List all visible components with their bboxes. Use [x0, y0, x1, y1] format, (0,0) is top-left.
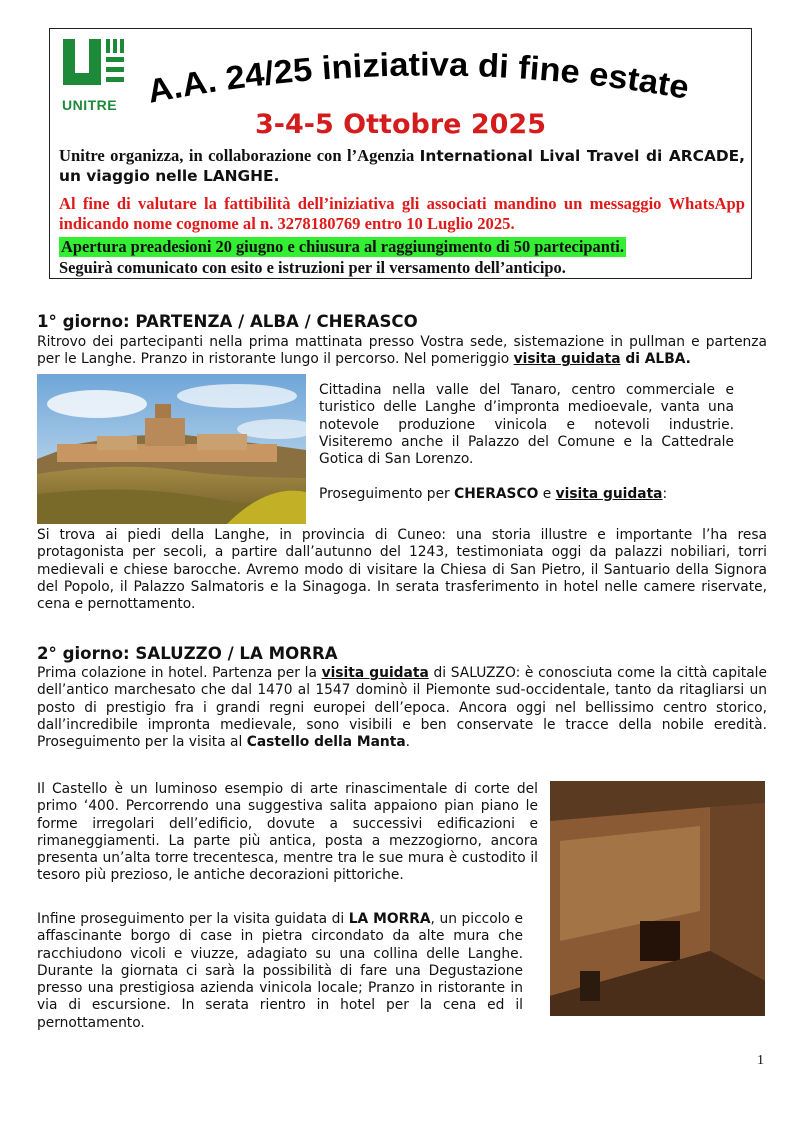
cherasco-description: Si trova ai piedi della Langhe, in provincia di Cuneo: una storia illustre e importante l’ha resa protagonista per secoli, a partire dall’autunno del 1243, testimoniata oggi da palazzi nobiliari, torri medievali e chiese barocche. Avremo modo di visitare la Chiesa di San Pietro, il Santuario della Signora del Popolo, il Palazzo Salmatoris e la Sinagoga. In serata trasferimento in hotel nelle camere riservate, cena e pernottamento. — [37, 527, 767, 613]
cherasco-lead: Proseguimento per — [319, 486, 455, 502]
cherasco-line — [319, 486, 749, 503]
day2-intro-a: Prima colazione in hotel. Partenza per la — [37, 665, 322, 681]
intro-agency: International Lival Travel di ARCADE, un viaggio nelle LANGHE. — [59, 147, 746, 185]
cherasco-visit-link: visita guidata — [555, 486, 663, 502]
lamorra-description — [37, 911, 523, 1032]
day1-intro-b: di ALBA. — [620, 351, 691, 368]
follow-up-note: Seguirà comunicato con esito e istruzioni per il versamento dell’anticipo. — [59, 258, 566, 277]
day1-visit-link: visita guidata — [513, 351, 621, 368]
alba-photo — [37, 374, 306, 524]
day2-title: 2° giorno: SALUZZO / LA MORRA — [37, 644, 338, 663]
logo-text: UNITRE — [62, 97, 118, 113]
alba-description: Cittadina nella valle del Tanaro, centro commerciale e turistico delle Langhe d’impronta medioevale, vanta una notevole produzione vinicola e notevoli industrie. Visiteremo anche il Palazzo del Comune e la Cattedrale Gotica di San Lorenzo. — [319, 382, 734, 468]
event-date: 3-4-5 Ottobre 2025 — [255, 109, 546, 140]
page-title — [142, 41, 702, 111]
preadesion-note: Apertura preadesioni 20 giugno e chiusura al raggiungimento di 50 partecipanti. — [61, 237, 624, 256]
day1-title: 1° giorno: PARTENZA / ALBA / CHERASCO — [37, 312, 418, 331]
whatsapp-note: Al fine di valutare la fattibilità dell’iniziativa gli associati mandino un messaggio WhatsApp indicando nome cognome al n. 3278180769 entro 10 Luglio 2025. — [59, 194, 745, 233]
cherasco-name: CHERASCO — [454, 486, 539, 502]
day2-castle-name: Castello della Manta — [246, 734, 406, 751]
lamorra-name: LA MORRA — [348, 911, 431, 927]
cherasco-and: e — [538, 486, 556, 502]
day2-visit-link: visita guidata — [321, 665, 429, 681]
castle-description: Il Castello è un luminoso esempio di arte rinascimentale di corte del primo ‘400. Percorrendo una suggestiva salita appaiono pian piano le forme irregolari dell’edificio, dovute a successivi edificazioni e rimaneggiamenti. La parte più antica, posta a mezzogiorno, ancora presenta un’alta torre trecentesca, mentre tra le sue mura è custodito il tesoro più prezioso, le antiche decorazioni pittoriche. — [37, 781, 538, 884]
intro-lead: Unitre organizza, in collaborazione con l’Agenzia — [59, 146, 420, 165]
cherasco-colon: : — [662, 486, 668, 502]
castle-photo — [550, 781, 765, 1016]
unitre-logo-icon — [60, 37, 130, 99]
day2-intro-b: di SALUZZO: è conosciuta come la città capitale dell’antico marchesato che dal 1470 al 1547 dominò il Piemonte sud-occidentale, tanto da ritagliarsi un posto di prestigio fra i grandi regni europei dell’epoca. Ancora oggi nel bellissimo centro storico, dall’incredibile impronta medievale, sono visibili e ben conservate le tracce della nobile eredità. Proseguimento per la visita al — [37, 665, 767, 751]
day1-intro-a: Ritrovo dei partecipanti nella prima mattinata presso Vostra sede, sistemazione in pullman e partenza per le Langhe. Pranzo in ristorante lungo il percorso. Nel pomeriggio — [37, 334, 767, 368]
lamorra-desc: , un piccolo e affascinante borgo di case in pietra circondato da alte mura che racchiudono vicoli e viuzze, adagiato su una collina delle Langhe. Durante la giornata ci sarà la possibilità di fare una Degustazione presso una prestigiosa azienda vinicola locale; Pranzo in ristorante in via di escursione. In serata rientro in hotel per la cena ed il pernottamento. — [37, 911, 523, 1031]
lamorra-lead: Infine proseguimento per la visita guidata di — [37, 911, 349, 927]
intro-text — [59, 146, 745, 186]
header-box — [49, 28, 752, 279]
svg-text:A.A. 24/25 iniziativa di fine — [144, 45, 691, 109]
page-number: 1 — [757, 1053, 764, 1068]
page-title-text: A.A. 24/25 iniziativa di fine estate — [144, 45, 692, 110]
day2-intro — [37, 665, 767, 751]
day1-intro — [37, 334, 767, 369]
day2-intro-end: . — [405, 734, 411, 751]
unitre-logo — [60, 37, 130, 115]
